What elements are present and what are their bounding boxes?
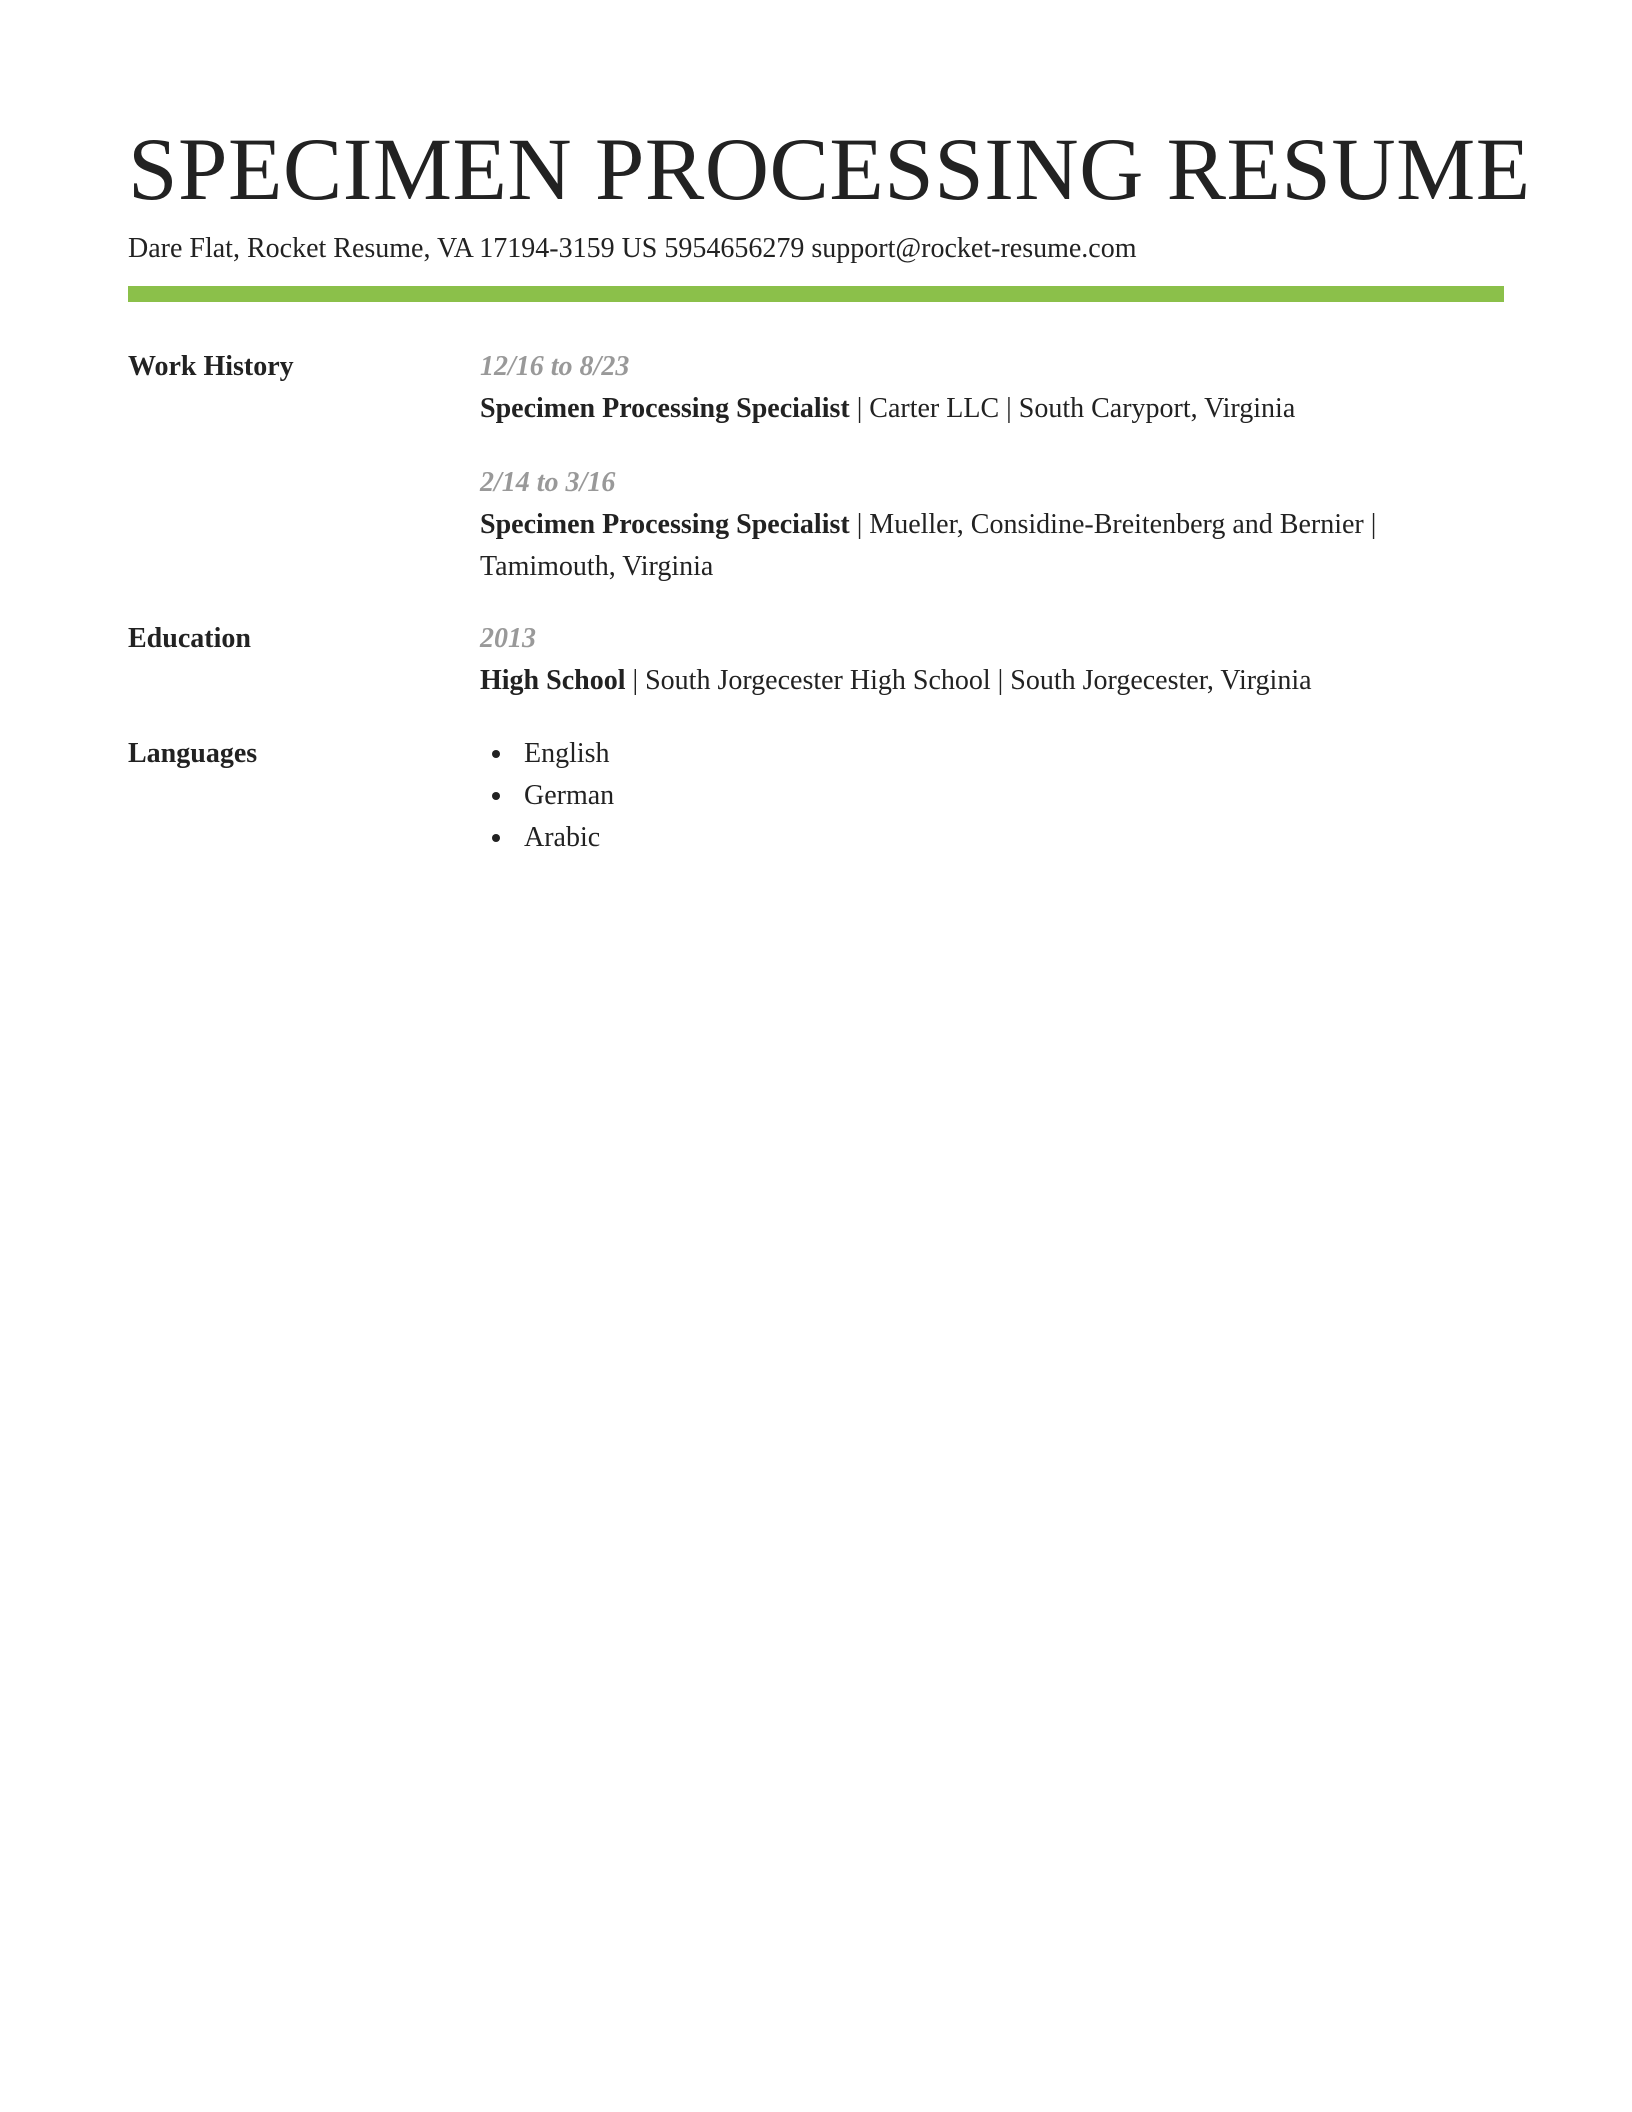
work-entry-role: Specimen Processing Specialist	[480, 509, 850, 540]
bullet-icon	[492, 750, 500, 758]
languages-heading: Languages	[128, 738, 258, 769]
language-name: English	[524, 738, 610, 769]
education-entries	[480, 618, 1504, 734]
work-entry-line	[480, 388, 1420, 430]
work-history-heading: Work History	[128, 351, 294, 382]
language-item	[480, 775, 1504, 817]
accent-divider	[128, 286, 1504, 302]
education-degree: High School	[480, 665, 626, 696]
work-entry-details: | Mueller, Considine-Breitenberg and Bernier | Tamimouth, Virginia	[480, 509, 1377, 582]
work-history-entries	[480, 346, 1504, 620]
work-entry	[480, 346, 1504, 430]
language-item	[480, 733, 1504, 775]
work-entry-line	[480, 504, 1420, 588]
bullet-icon	[492, 792, 500, 800]
languages-list	[480, 733, 1504, 859]
language-name: Arabic	[524, 822, 601, 853]
language-item	[480, 817, 1504, 859]
education-entry-line	[480, 660, 1420, 702]
education-entry-date: 2013	[480, 623, 536, 654]
work-entry-date: 2/14 to 3/16	[480, 467, 616, 498]
work-entry	[480, 462, 1504, 588]
language-name: German	[524, 780, 615, 811]
contact-info: Dare Flat, Rocket Resume, VA 17194-3159 US 5954656279 support@rocket-resume.com	[128, 233, 1137, 264]
education-details: | South Jorgecester High School | South Jorgecester, Virginia	[625, 665, 1312, 696]
work-entry-role: Specimen Processing Specialist	[480, 393, 850, 424]
education-entry	[480, 618, 1504, 702]
languages-list-wrapper	[480, 733, 1504, 859]
work-entry-details: | Carter LLC | South Caryport, Virginia	[849, 393, 1296, 424]
education-heading: Education	[128, 623, 251, 654]
resume-title: SPECIMEN PROCESSING RESUME	[128, 121, 1531, 219]
work-entry-date: 12/16 to 8/23	[480, 351, 630, 382]
bullet-icon	[492, 834, 500, 842]
